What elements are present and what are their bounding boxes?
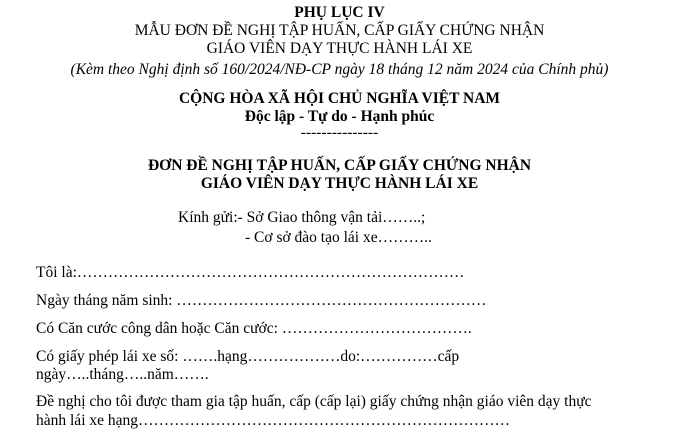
form-title-line1: ĐƠN ĐỀ NGHỊ TẬP HUẤN, CẤP GIẤY CHỨNG NHẬN [147,157,532,174]
request-line1: Đề nghị cho tôi được tham gia tập huấn, cấp (cấp lại) giấy chứng nhận giáo viên dạy thực [36,393,592,410]
recipient-line1: Kính gửi:- Sở Giao thông vận tải……..; [178,209,426,226]
appendix-title-line1: MẪU ĐƠN ĐỀ NGHỊ TẬP HUẤN, CẤP GIẤY CHỨNG NHẬN [134,22,545,39]
field-id-card: Có Căn cước công dân hoặc Căn cước: ………………………………. [36,320,472,337]
appendix-label: PHỤ LỤC IV [294,4,385,21]
appendix-title-line2: GIÁO VIÊN DẠY THỰC HÀNH LÁI XE [206,40,473,57]
field-full-name: Tôi là:………………………………………………………………… [36,264,465,281]
national-title: CỘNG HÒA XÃ HỘI CHỦ NGHĨA VIỆT NAM [178,90,501,107]
form-title-line2: GIÁO VIÊN DẠY THỰC HÀNH LÁI XE [200,175,479,192]
field-driving-license-line2: ngày…..tháng…..năm……. [36,366,209,383]
field-date-of-birth: Ngày tháng năm sinh: …………………………………………………… [36,292,487,309]
recipient-line2: - Cơ sở đào tạo lái xe……….. [245,229,432,246]
national-motto: Độc lập - Tự do - Hạnh phúc [244,108,435,125]
field-driving-license-line1: Có giấy phép lái xe số: …….hạng………………do:……………cấp [36,348,460,365]
appendix-note: (Kèm theo Nghị định số 160/2024/NĐ-CP ngày 18 tháng 12 năm 2024 của Chính phủ) [70,61,609,78]
divider: --------------- [300,124,379,141]
request-line2: hành lái xe hạng……………………………………………………………… [36,412,511,429]
